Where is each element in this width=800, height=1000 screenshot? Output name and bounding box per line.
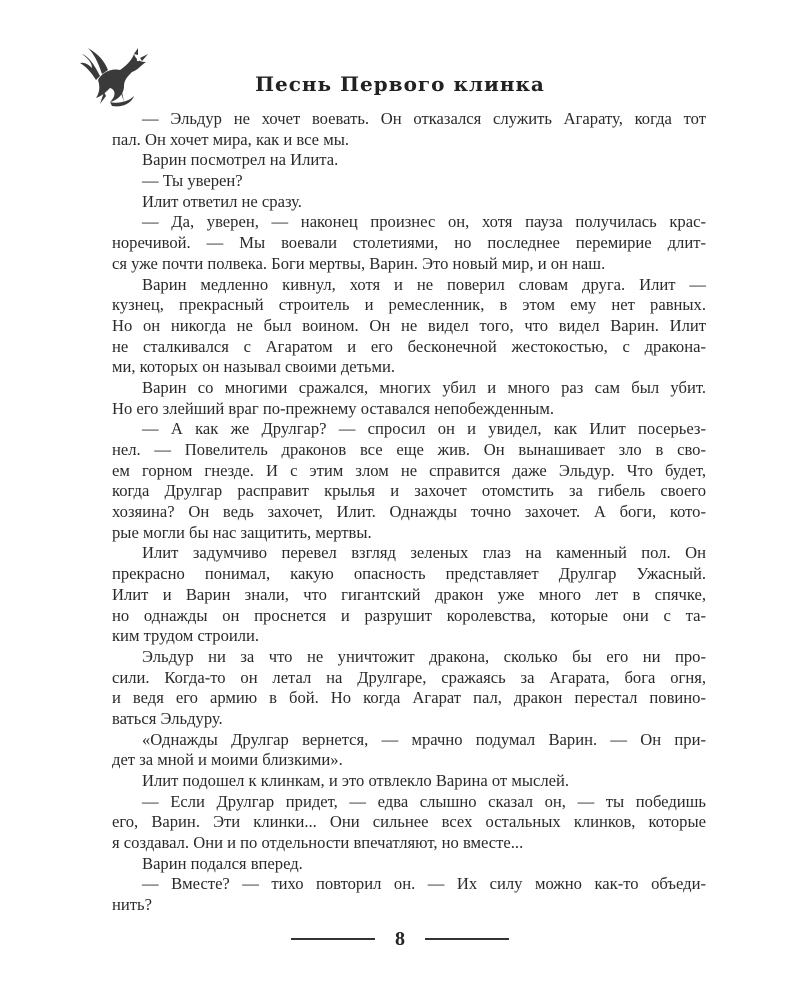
text-line: Варин медленно кивнул, хотя и не поверил словам друга. Илит — <box>142 274 706 294</box>
text-line: Илит задумчиво перевел взгляд зеленых глаз на каменный пол. Он <box>142 543 706 563</box>
text-line: нить? <box>112 895 152 915</box>
text-line: и ведя его армию в бой. Но когда Агарат пал, дракон перестал повино- <box>112 688 706 708</box>
text-line: Илит подошел к клинкам, и это отвлекло Варина от мыслей. <box>142 771 570 790</box>
text-line: Варин посмотрел на Илита. <box>142 150 339 170</box>
text-line: хозяина? Он ведь захочет, Илит. Однажды точно захочет. А боги, кото- <box>112 502 706 522</box>
body-text <box>112 109 706 916</box>
text-line: ся уже почти полвека. Боги мертвы, Варин. Это новый мир, и он наш. <box>112 253 606 273</box>
footer-rule-right <box>425 938 509 940</box>
text-line: дет за мной и моими близкими». <box>112 750 343 770</box>
text-line: — Если Друлгар придет, — едва слышно сказал он, — ты победишь <box>142 791 706 811</box>
text-line: рые могли бы нас защитить, мертвы. <box>112 522 372 542</box>
text-line: Но он никогда не был воином. Он не видел того, что видел Варин. Илит <box>112 315 706 335</box>
page-number: 8 <box>395 927 405 950</box>
text-line: я создавал. Они и по отдельности впечатляют, но вместе... <box>112 833 524 853</box>
text-line: когда Друлгар расправит крылья и захочет отомстить за гибель своего <box>112 481 706 501</box>
text-line: норечивой. — Мы воевали столетиями, но последнее перемирие длит- <box>112 233 706 253</box>
running-header: Песнь Первого клинка <box>255 72 545 96</box>
text-line: — А как же Друлгар? — спросил он и увидел, как Илит посерьез- <box>142 419 706 439</box>
text-line: Но его злейший враг по-прежнему оставался непобежденным. <box>112 398 555 418</box>
text-line: кузнец, прекрасный строитель и ремесленник, в этом ему нет равных. <box>112 295 706 315</box>
text-line: Илит ответил не сразу. <box>142 191 302 211</box>
text-line: его, Варин. Эти клинки... Они сильнее всех остальных клинков, которые <box>112 812 706 832</box>
text-line: пал. Он хочет мира, как и все мы. <box>112 129 349 149</box>
text-line: ваться Эльдуру. <box>112 708 223 728</box>
text-line: — Да, уверен, — наконец произнес он, хотя пауза получилась крас- <box>142 212 706 232</box>
text-line: — Вместе? — тихо повторил он. — Их силу можно как-то объеди- <box>142 874 706 894</box>
text-line: ким трудом строили. <box>112 626 260 646</box>
text-line: ми, которых он называл своими детьми. <box>112 357 395 377</box>
text-line: — Эльдур не хочет воевать. Он отказался служить Агарату, когда тот <box>142 109 706 128</box>
text-line: ем горном гнезде. И с этим злом не справится даже Эльдур. Что будет, <box>112 460 706 480</box>
page-footer <box>0 924 800 954</box>
text-line: сили. Когда-то он летал на Друлгаре, сражаясь за Агарата, бога огня, <box>112 667 706 687</box>
text-line: прекрасно понимал, какую опасность представляет Друлгар Ужасный. <box>112 564 706 584</box>
text-line: Варин подался вперед. <box>142 853 303 873</box>
text-line: Эльдур ни за что не уничтожит дракона, сколько бы его ни про- <box>142 646 706 666</box>
text-line: Илит и Варин знали, что гигантский дракон уже много лет в спячке, <box>112 584 706 604</box>
text-line: но однажды он проснется и разрушит королевства, которые они с та- <box>112 605 706 625</box>
footer-rule-left <box>291 938 375 940</box>
text-line: «Однажды Друлгар вернется, — мрачно подумал Варин. — Он при- <box>142 729 706 749</box>
text-line: не сталкивался с Агаратом и его бесконечной жестокостью, с дракона- <box>112 336 706 356</box>
text-line: — Ты уверен? <box>142 171 243 191</box>
text-line: Варин со многими сражался, многих убил и много раз сам был убит. <box>142 377 706 397</box>
text-line: нел. — Повелитель драконов все еще жив. Он вынашивает зло в сво- <box>112 440 706 459</box>
